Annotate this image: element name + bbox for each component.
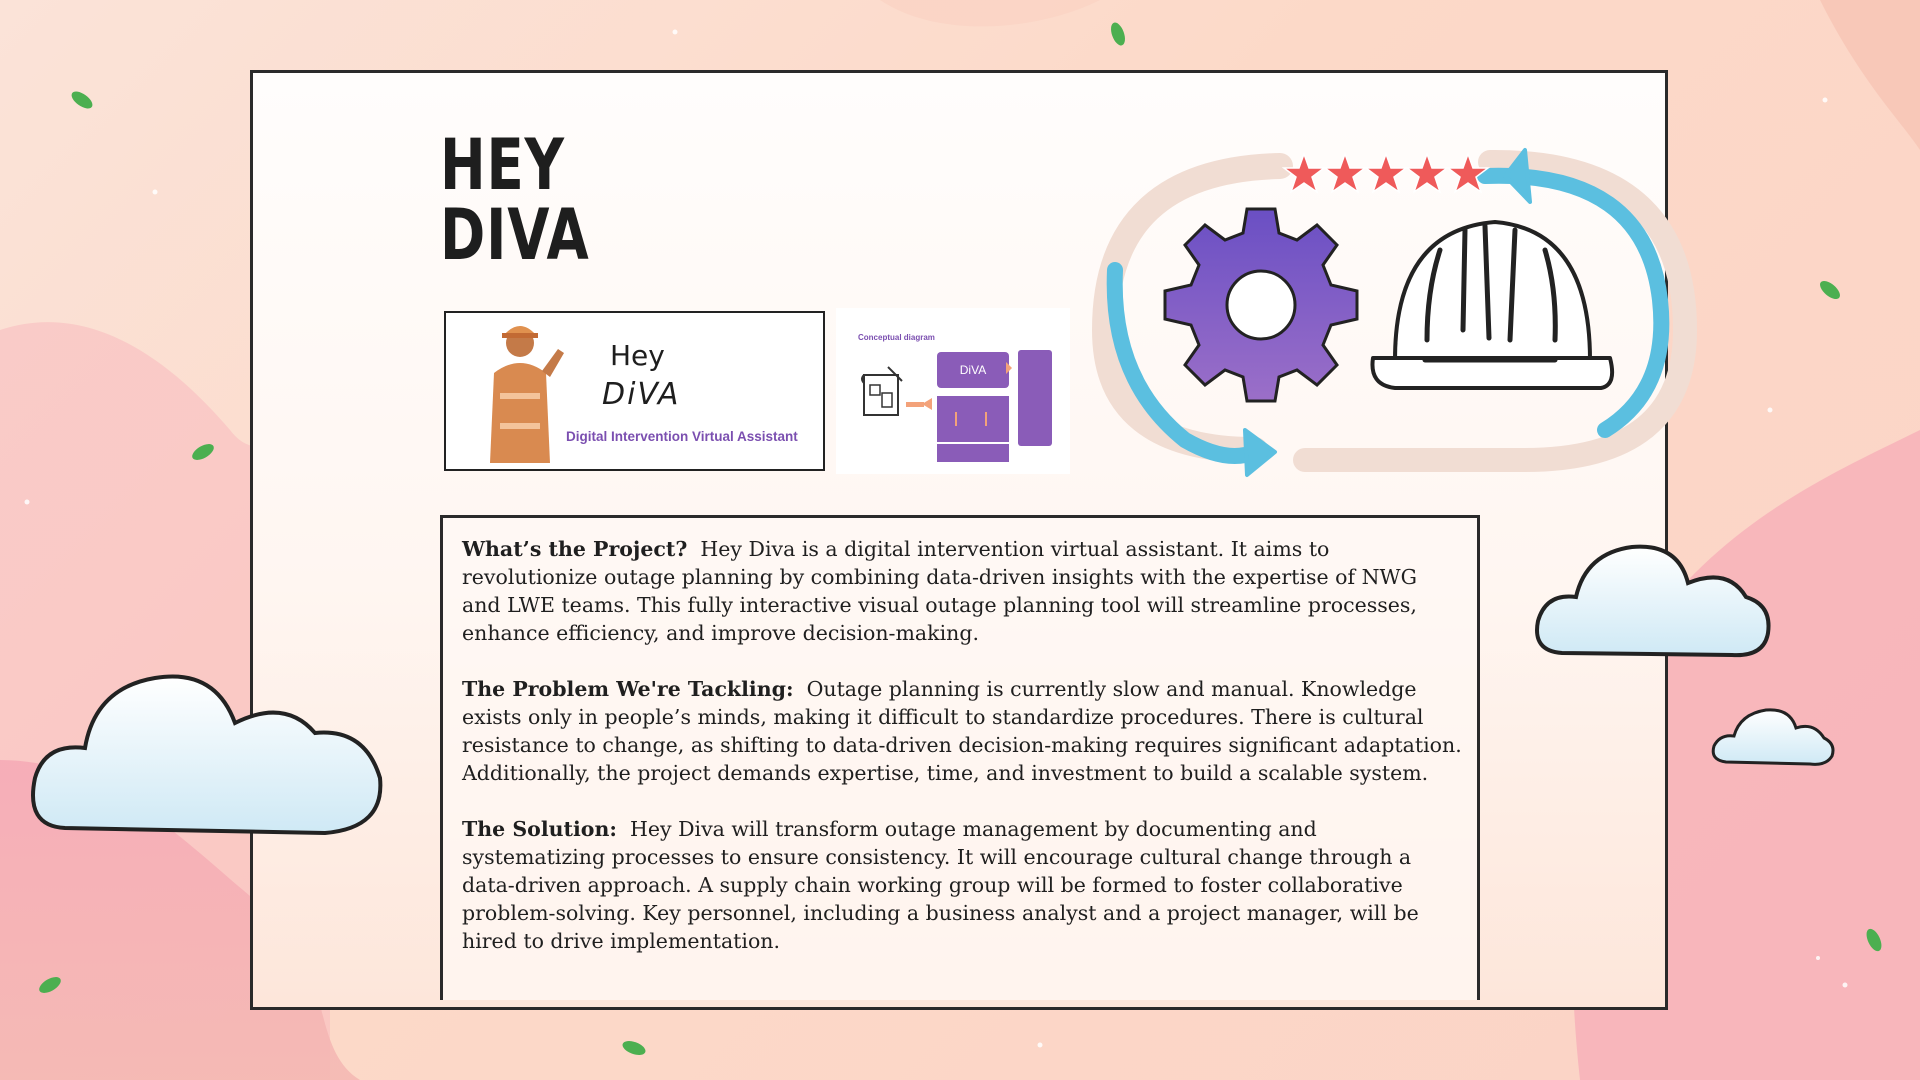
cloud-right-large [1532, 533, 1772, 663]
worker-figure-icon [454, 313, 574, 471]
hey-diva-logo-card [444, 311, 825, 471]
gear-icon [1158, 205, 1364, 405]
star-icon [1448, 154, 1488, 192]
section-body: Outage planning is currently slow and manual. Knowledge exists only in people’s minds, making it difficult to standardize procedures. There is cultural resistance to change, as shifting to data-driven decision-making requires significant adaptation. Additionally, the project demands expertise, time, and investment to build a scalable system. [462, 677, 1462, 785]
section-body: Hey Diva will transform outage management by documenting and systematizing processes to ensure consistency. It will encourage cultural change through a data-driven approach. A supply chain working group will be formed to foster collaborative problem-solving. Key personnel, including a business analyst and a project manager, will be hired to drive implementation. [462, 817, 1419, 953]
diagram-diva-box: DiVA [937, 352, 1009, 388]
cloud-right-small [1710, 700, 1836, 770]
page-title [440, 124, 590, 276]
section-solution [462, 815, 1462, 955]
title-line-2: DIVA [440, 194, 590, 276]
section-heading: The Problem We're Tackling: [462, 677, 794, 701]
section-heading: The Solution: [462, 817, 617, 841]
section-problem [462, 675, 1462, 787]
section-heading: What’s the Project? [462, 537, 688, 561]
star-icon [1284, 154, 1324, 192]
title-line-1: HEY [440, 124, 565, 206]
star-icon [1325, 154, 1365, 192]
logo-diva-text: DiVA [602, 377, 681, 412]
conceptual-diagram-card [836, 308, 1070, 474]
cloud-left [25, 648, 395, 848]
rating-stars [1282, 152, 1502, 196]
logo-hey-text: Hey [610, 339, 665, 372]
section-project [462, 535, 1462, 647]
description-text [462, 535, 1462, 983]
star-icon [1407, 154, 1447, 192]
logo-subtitle: Digital Intervention Virtual Assistant [566, 429, 798, 444]
hard-hat-icon [1365, 210, 1615, 400]
section-body: Hey Diva is a digital intervention virtual assistant. It aims to revolutionize outage planning by combining data-driven insights with the expertise of NWG and LWE teams. This fully interactive visual outage planning tool will streamline processes, enhance efficiency, and improve decision-making. [462, 537, 1417, 645]
star-icon [1366, 154, 1406, 192]
diagram-blocks [836, 308, 1070, 474]
diagram-title: Conceptual diagram [858, 333, 935, 342]
